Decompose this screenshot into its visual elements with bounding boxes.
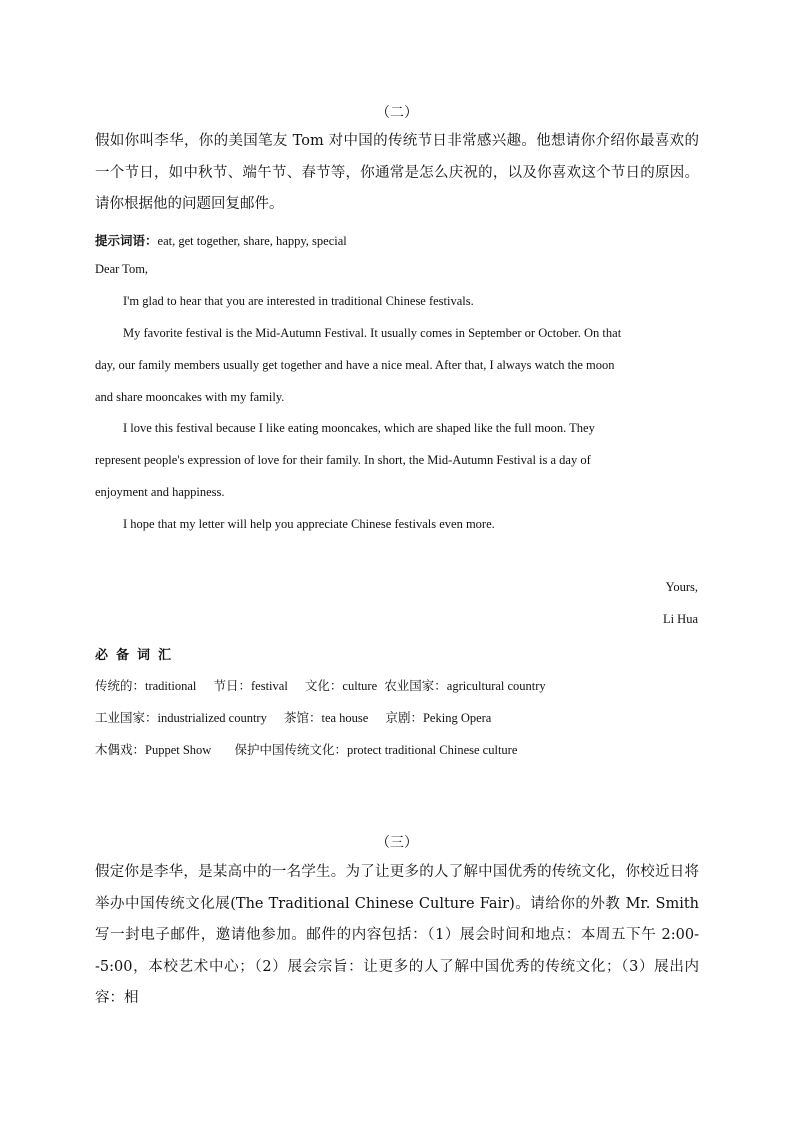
letter-line: I hope that my letter will help you appreciate Chinese festivals even more.	[123, 517, 495, 531]
vocab-item: 木偶戏：Puppet Show	[95, 743, 212, 757]
hint-line	[95, 231, 347, 249]
section-3-title: （三）	[376, 835, 418, 851]
vocab-item: 茶馆：tea house	[283, 711, 369, 725]
letter-line: represent people's expression of love for their family. In short, the Mid-Autumn Festival is a day of	[95, 453, 591, 467]
letter-greeting: Dear Tom,	[95, 262, 149, 276]
vocab-row	[95, 708, 505, 726]
letter-line: My favorite festival is the Mid-Autumn Festival. It usually comes in September or October. On that	[123, 326, 622, 340]
vocab-item: 工业国家：industrialized country	[95, 711, 267, 725]
section-2-title: （二）	[376, 105, 418, 121]
letter-closing: Yours,	[665, 580, 698, 594]
section-3-prompt: 假定你是李华，是某高中的一名学生。为了让更多的人了解中国优秀的传统文化，你校近日将举办中国传统文化展(The Traditional Chinese Culture Fair)。请给你的外教 Mr. Smith 写一封电子邮件，邀请他参加。邮件的内容包括：（1）展会时间和地点：本周五下午 2:00--5:00，本校艺术中心；（2）展会宗旨：让更多的人了解中国优秀的传统文化；（3）展出内容：相	[95, 864, 699, 1006]
vocab-item: 节日：festival	[213, 679, 288, 693]
vocab-row	[95, 676, 560, 694]
letter-line: and share mooncakes with my family.	[95, 390, 285, 404]
letter-line: I'm glad to hear that you are interested in traditional Chinese festivals.	[123, 294, 474, 308]
vocab-item: 文化：culture	[304, 679, 378, 693]
letter-line: I love this festival because I like eating mooncakes, which are shaped like the full moon. They	[123, 421, 595, 435]
hint-words: eat, get together, share, happy, special	[157, 234, 347, 248]
vocab-item: 农业国家：agricultural country	[384, 679, 546, 693]
vocab-row	[95, 740, 531, 758]
letter-line: day, our family members usually get together and have a nice meal. After that, I always watch the moon	[95, 358, 615, 372]
vocab-title: 必备词汇	[95, 648, 180, 663]
hint-label: 提示词语：	[95, 233, 158, 248]
vocab-item: 京剧：Peking Opera	[385, 711, 492, 725]
section-2-prompt: 假如你叫李华，你的美国笔友 Tom 对中国的传统节日非常感兴趣。他想请你介绍你最喜欢的一个节日，如中秋节、端午节、春节等，你通常是怎么庆祝的，以及你喜欢这个节日的原因。请你根据他的问题回复邮件。	[95, 133, 699, 212]
letter-line: enjoyment and happiness.	[95, 485, 225, 499]
vocab-item: 保护中国传统文化：protect traditional Chinese culture	[234, 743, 518, 757]
letter-signature: Li Hua	[662, 612, 698, 626]
vocab-item: 传统的：traditional	[95, 679, 197, 693]
